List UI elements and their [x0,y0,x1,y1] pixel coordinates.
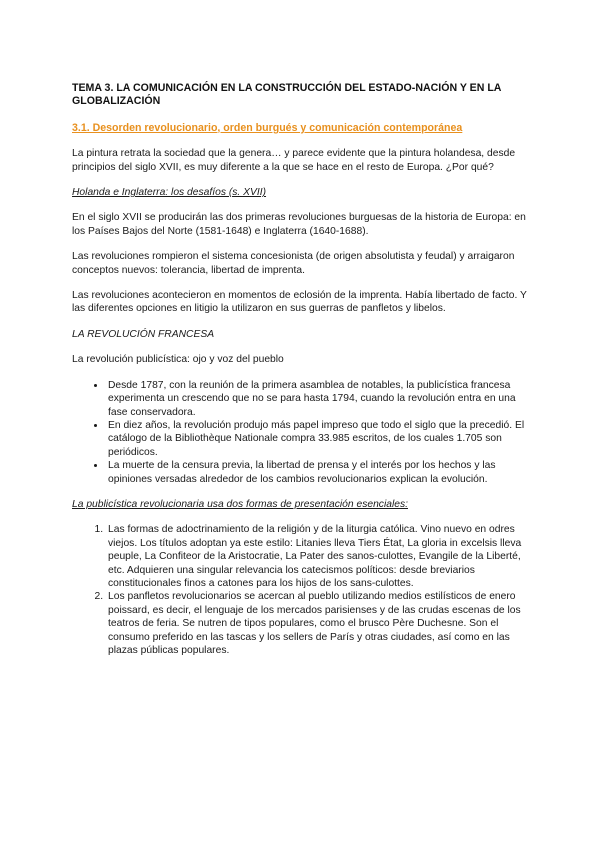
bullet-list [72,379,527,486]
section1-paragraph-1: En el siglo XVII se producirán las dos primeras revoluciones burguesas de la historia de Europa: en los Países Bajos del Norte (1581-1648) e Inglaterra (1640-1688). [72,212,526,237]
section1-heading: Holanda e Inglaterra: los desafíos (s. XVII) [72,187,267,199]
section3-heading: La publicística revolucionaria usa dos formas de presentación esenciales: [72,498,408,510]
section1-paragraph-3: Las revoluciones acontecieron en momentos de eclosión de la imprenta. Había libertado de facto. Y las diferentes opciones en litigio la utilizaron en sus guerras de panfletos y libelos. [72,290,527,315]
bullet-item: • La muerte de la censura previa, la libertad de prensa y el interés por los hechos y las opiniones versadas alrededor de los cambios revolucionarios explican la evolución. [106,459,527,486]
document-page [72,82,527,669]
numbered-item: 1. Las formas de adoctrinamiento de la religión y de la liturgia católica. Vino nuevo en odres viejos. Los títulos adoptan ya este estilo: Litanies lleva Tiers État, La gloria in excelsis lleva peuple, La Confiteor de la Aristocratie, La Pater des sanos-culottes, Evangile de la Liberté, etc. Adquieren una singular relevancia los catecismos políticos: desde breviarios constitucionales finos a catones para los hijos de los sans-culottes. [106,523,527,590]
section2-intro: La revolución publicística: ojo y voz del pueblo [72,354,284,366]
page-title: TEMA 3. LA COMUNICACIÓN EN LA CONSTRUCCIÓN DEL ESTADO-NACIÓN Y EN LA GLOBALIZACIÓN [72,82,502,108]
bullet-item: • En diez años, la revolución produjo más papel impreso que todo el siglo que la precedió. El catálogo de la Bibliothèque Nationale compra 33.985 escritos, de los cuales 1.705 son periódicos. [106,419,527,459]
bullet-item: • Desde 1787, con la reunión de la primera asamblea de notables, la publicística francesa experimenta un crescendo que no se para hasta 1794, cuando la revolución entra en una fase conservadora. [106,379,527,419]
section1-paragraph-2: Las revoluciones rompieron el sistema concesionista (de origen absolutista y feudal) y arraigaron conceptos nuevos: tolerancia, libertad de imprenta. [72,251,515,276]
section2-heading: LA REVOLUCIÓN FRANCESA [72,328,215,340]
numbered-list [72,523,527,657]
intro-paragraph: La pintura retrata la sociedad que la genera… y parece evidente que la pintura holandesa, desde principios del siglo XVII, es muy diferente a la que se hace en el resto de Europa. ¿Por qué? [72,148,516,173]
numbered-item: 2. Los panfletos revolucionarios se acercan al pueblo utilizando medios estilísticos de enero poissard, es decir, el lenguaje de los mercados parisienses y de las crudas escenas de los teatros de feria. Se nutren de tipos populares, como el brusco Père Duchesne. Son el consumo preferido en las tascas y los sellers de París y otras ciudades, así como en las plazas públicas populares. [106,590,527,657]
section-subtitle: 3.1. Desorden revolucionario, orden burgués y comunicación contemporánea [72,121,463,134]
